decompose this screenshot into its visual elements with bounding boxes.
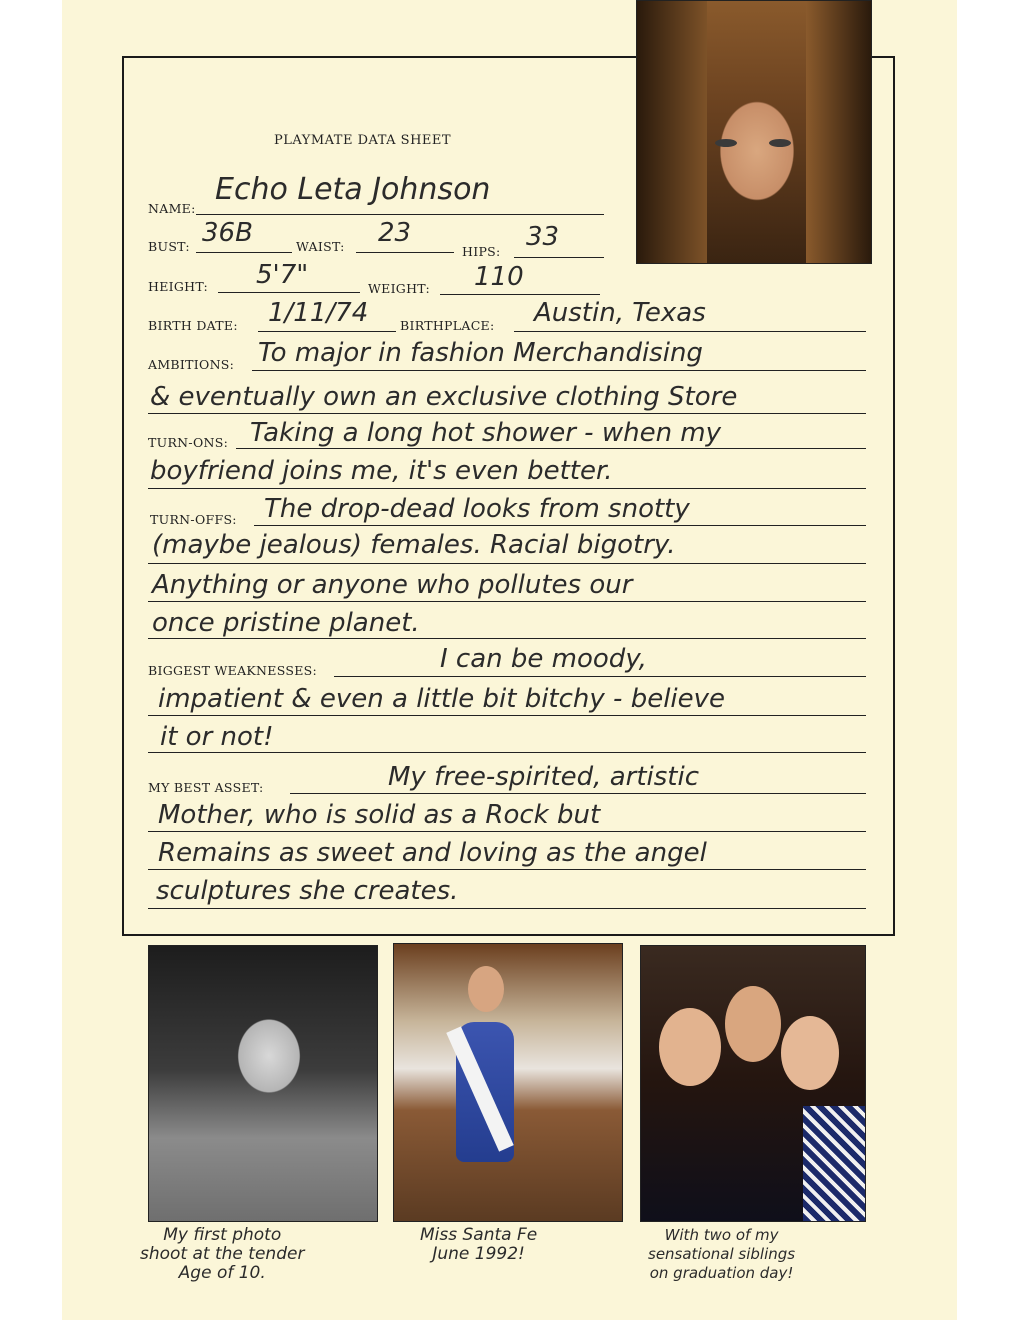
asset-line-1: My free-spirited, artistic <box>388 762 700 792</box>
hips-value: 33 <box>526 222 560 252</box>
weight-label: WEIGHT: <box>368 281 430 296</box>
caption-photo3: With two of my sensational siblings on graduation day! <box>648 1226 796 1282</box>
birthplace-value: Austin, Texas <box>534 298 706 328</box>
weakness-line-2: impatient & even a little bit bitchy - believe <box>158 684 726 714</box>
birthplace-label: BIRTHPLACE: <box>400 318 495 333</box>
waist-value: 23 <box>378 218 412 248</box>
hips-label: HIPS: <box>462 244 501 259</box>
caption-photo2: Miss Santa Fe June 1992! <box>420 1225 538 1264</box>
weakness-line-3: it or not! <box>160 722 274 752</box>
waist-label: WAIST: <box>296 239 345 254</box>
turnoffs-line-2: (maybe jealous) females. Racial bigotry. <box>152 530 676 560</box>
turnoffs-label: TURN-OFFS: <box>150 512 237 527</box>
weakness-line-1: I can be moody, <box>440 644 647 674</box>
turnoffs-line-4: once pristine planet. <box>152 608 420 638</box>
birthdate-label: BIRTH DATE: <box>148 318 238 333</box>
asset-label: MY BEST ASSET: <box>148 780 264 795</box>
weakness-label: BIGGEST WEAKNESSES: <box>148 663 317 678</box>
asset-line-4: sculptures she creates. <box>156 876 459 906</box>
ambitions-label: AMBITIONS: <box>148 357 235 372</box>
turnons-label: TURN-ONS: <box>148 435 229 450</box>
weight-value: 110 <box>474 262 524 292</box>
birthdate-value: 1/11/74 <box>268 298 369 328</box>
siblings-photo <box>640 945 866 1222</box>
caption-photo1: My first photo shoot at the tender Age of 10. <box>140 1225 305 1283</box>
sheet-title: PLAYMATE DATA SHEET <box>274 133 452 148</box>
name-label: NAME: <box>148 201 196 216</box>
pageant-photo <box>393 943 623 1222</box>
ambitions-line-2: & eventually own an exclusive clothing Store <box>150 382 738 412</box>
ambitions-line-1: To major in fashion Merchandising <box>258 338 703 368</box>
height-value: 5'7" <box>256 260 309 290</box>
asset-line-3: Remains as sweet and loving as the angel <box>158 838 707 868</box>
turnons-line-1: Taking a long hot shower - when my <box>250 418 722 448</box>
bust-value: 36B <box>202 218 253 248</box>
asset-line-2: Mother, who is solid as a Rock but <box>158 800 601 830</box>
turnons-line-2: boyfriend joins me, it's even better. <box>150 456 613 486</box>
name-value: Echo Leta Johnson <box>215 172 491 207</box>
bust-label: BUST: <box>148 239 190 254</box>
turnoffs-line-1: The drop-dead looks from snotty <box>264 494 690 524</box>
childhood-photo <box>148 945 378 1222</box>
turnoffs-line-3: Anything or anyone who pollutes our <box>152 570 633 600</box>
portrait-photo <box>636 0 872 264</box>
height-label: HEIGHT: <box>148 279 209 294</box>
